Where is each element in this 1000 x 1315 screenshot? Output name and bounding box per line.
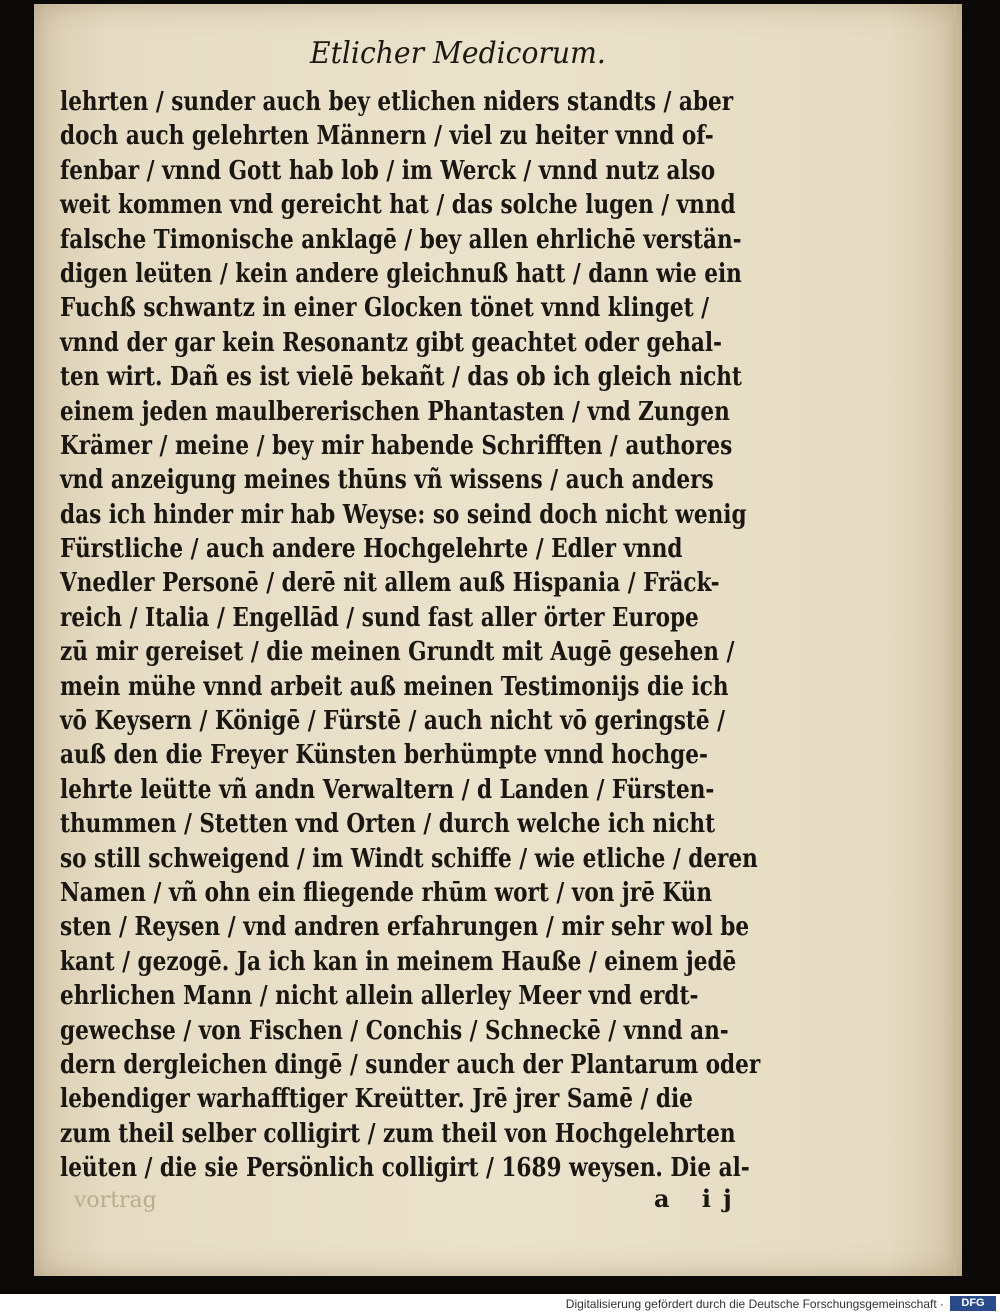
funding-credit: Digitalisierung gefördert durch die Deutsche Forschungsgemeinschaft · bbox=[565, 1297, 944, 1311]
text-line: thummen / Stetten vnd Orten / durch welche ich nicht bbox=[60, 809, 716, 840]
text-line: doch auch gelehrten Männern / viel zu heiter vnnd of- bbox=[60, 121, 714, 152]
page-edge bbox=[953, 4, 956, 1276]
text-line: das ich hinder mir hab Weyse: so seind doch nicht wenig bbox=[60, 499, 747, 530]
text-line: zum theil selber colligirt / zum theil von Hochgelehrten bbox=[60, 1118, 736, 1149]
text-line: gewechse / von Fischen / Conchis / Schneckē / vnnd an- bbox=[60, 1015, 729, 1046]
text-line: leüten / die sie Persönlich colligirt / 1689 weysen. Die al- bbox=[60, 1153, 750, 1184]
text-block bbox=[60, 85, 830, 1186]
text-line: weit kommen vnd gereicht hat / das solche lugen / vnnd bbox=[60, 190, 736, 221]
text-line: vō Keysern / Königē / Fürstē / auch nicht vō geringstē / bbox=[60, 706, 725, 737]
text-line: dern dergleichen dingē / sunder auch der Plantarum oder bbox=[60, 1049, 761, 1080]
book-page bbox=[34, 4, 962, 1276]
running-head: Etlicher Medicorum. bbox=[310, 36, 606, 71]
text-line: sten / Reysen / vnd andren erfahrungen / mir sehr wol be bbox=[60, 912, 750, 943]
text-line: Vnedler Personē / derē nit allem auß Hispania / Fräck- bbox=[60, 568, 720, 599]
text-line: fenbar / vnnd Gott hab lob / im Werck / vnnd nutz also bbox=[60, 155, 716, 186]
text-line: ten wirt. Dañ es ist vielē bekañt / das ob ich gleich nicht bbox=[60, 362, 742, 393]
text-line: vnd anzeigung meines thūns vñ wissens / auch anders bbox=[60, 465, 714, 496]
viewer-footer bbox=[0, 1294, 1000, 1315]
text-line: zū mir gereiset / die meinen Grundt mit Augē gesehen / bbox=[60, 637, 735, 668]
text-line: Fuchß schwantz in einer Glocken tönet vnnd klinget / bbox=[60, 293, 710, 324]
text-line: mein mühe vnnd arbeit auß meinen Testimonijs die ich bbox=[60, 671, 729, 702]
text-line: Namen / vñ ohn ein fliegende rhūm wort / von jrē Kün bbox=[60, 877, 713, 908]
text-line: lehrte leütte vñ andn Verwaltern / d Landen / Fürsten- bbox=[60, 774, 715, 805]
text-line: vnnd der gar kein Resonantz gibt geachtet oder gehal- bbox=[60, 327, 722, 358]
text-line: lehrten / sunder auch bey etlichen niders standts / aber bbox=[60, 87, 734, 117]
dfg-logo: DFG bbox=[950, 1296, 996, 1311]
text-line: ehrlichen Mann / nicht allein allerley Meer vnd erdt- bbox=[60, 981, 699, 1012]
text-line: falsche Timonische anklagē / bey allen ehrlichē verstän- bbox=[60, 224, 742, 255]
text-line: digen leüten / kein andere gleichnuß hatt / dann wie ein bbox=[60, 258, 742, 289]
text-line: Fürstliche / auch andere Hochgelehrte / Edler vnnd bbox=[60, 534, 683, 565]
bleed-through-mark: vortrag bbox=[74, 1188, 157, 1213]
text-line: auß den die Freyer Künsten berhümpte vnnd hochge- bbox=[60, 740, 708, 771]
text-line: Krämer / meine / bey mir habende Schrifften / authores bbox=[60, 430, 733, 461]
signature-mark: a ij bbox=[654, 1184, 744, 1213]
text-line: reich / Italia / Engellād / sund fast aller örter Europe bbox=[60, 602, 699, 633]
text-line: lebendiger warhafftiger Kreütter. Jrē jrer Samē / die bbox=[60, 1084, 693, 1115]
text-line: kant / gezogē. Ja ich kan in meinem Hauße / einem jedē bbox=[60, 946, 737, 977]
text-line: einem jeden maulbererischen Phantasten / vnd Zungen bbox=[60, 396, 730, 427]
text-line: so still schweigend / im Windt schiffe / wie etliche / deren bbox=[60, 843, 758, 874]
